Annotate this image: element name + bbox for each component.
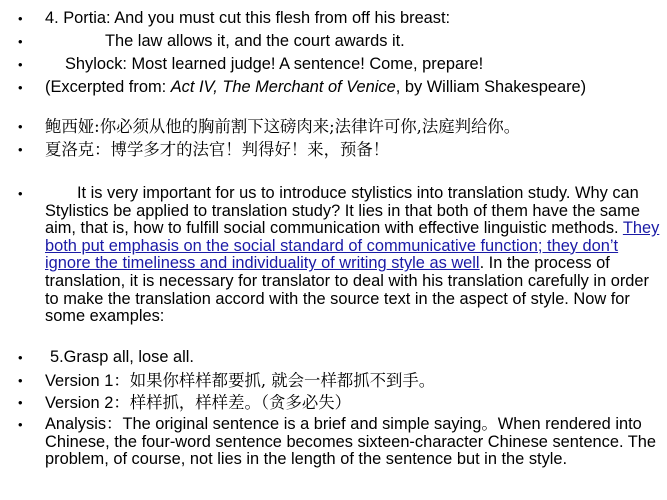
version2	[45, 394, 662, 413]
analysis-label: Analysis：	[45, 415, 123, 433]
bullet: •	[18, 11, 23, 26]
shylock-chinese: 夏洛克：博学多才的法官！判得好！来，预备！	[45, 140, 390, 159]
bullet: •	[18, 350, 23, 365]
bullet: •	[18, 373, 23, 388]
stylistics-paragraph	[45, 185, 662, 326]
excerpt-suffix: , by William Shakespeare)	[395, 78, 587, 96]
excerpt-prefix: (Excerpted from:	[45, 78, 171, 96]
bullet: •	[18, 417, 23, 432]
version1	[45, 372, 662, 391]
shylock-line: Shylock: Most learned judge! A sentence! Come, prepare!	[65, 55, 484, 73]
analysis	[45, 416, 662, 469]
version2-text: 样样抓，样样差。（贪多必失）	[129, 393, 352, 412]
bullet: •	[18, 186, 23, 201]
version1-label: Version 1：	[45, 372, 130, 390]
paragraph-rest: . In the process of translation, it is necessary for translator to deal with his translation carefully in order to make the translation accord with the source text in the aspect of style. Now for some examples:	[45, 254, 649, 326]
law-line: The law allows it, and the court awards it.	[105, 32, 405, 50]
emphasis-link[interactable]: They both put emphasis on the social standard of communicative function; they don’t ignore the timeliness and individuality of writing style as well	[45, 219, 660, 273]
paragraph-intro: It is very important for us to introduce stylistics into translation study. Why can Stylistics be applied to translation study? It lies in that both of them have the same aim, that is, how to fulfill social communication with effective linguistic methods.	[45, 184, 640, 238]
version1-text: 如果你样样都要抓, 就会一样都抓不到手。	[129, 371, 436, 390]
bullet: •	[18, 57, 23, 72]
bullet: •	[18, 142, 23, 157]
bullet: •	[18, 34, 23, 49]
portia-chinese: 鲍西娅:你必须从他的胸前割下这磅肉来;法律许可你,法庭判给你。	[45, 117, 521, 136]
excerpt-source	[45, 79, 662, 97]
portia-line: 4. Portia: And you must cut this flesh from off his breast:	[45, 9, 451, 27]
version2-label: Version 2：	[45, 394, 130, 412]
analysis-text: The original sentence is a brief and simple saying。When rendered into Chinese, the four-word sentence becomes sixteen-character Chinese sentence. The problem, of course, not lies in the length of the sentence but in the style.	[45, 415, 657, 469]
bullet: •	[18, 119, 23, 134]
example-sentence: 5.Grasp all, lose all.	[50, 348, 194, 366]
bullet: •	[18, 395, 23, 410]
excerpt-title: Act IV, The Merchant of Venice	[170, 78, 396, 96]
bullet: •	[18, 80, 23, 95]
